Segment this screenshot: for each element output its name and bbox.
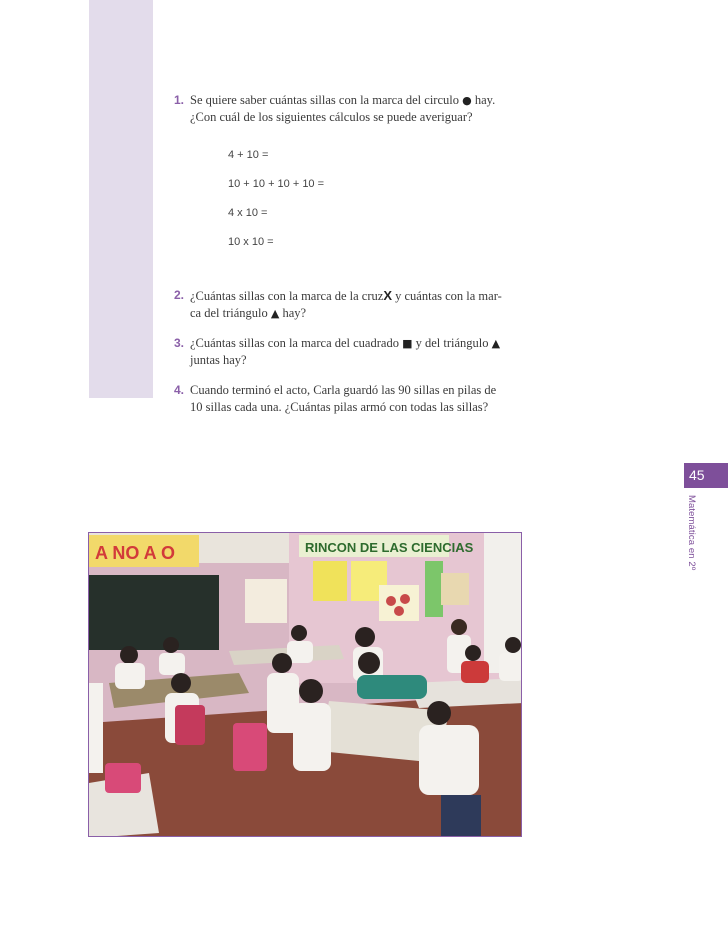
question-text: hay? xyxy=(282,306,307,320)
square-mark-icon: ■ xyxy=(402,337,413,350)
question-text: y del triángulo xyxy=(415,336,489,350)
question-1 xyxy=(174,92,534,263)
triangle-mark-icon: ▲ xyxy=(491,337,501,350)
circle-mark-icon: ● xyxy=(462,94,472,107)
question-number: 1. xyxy=(174,93,185,107)
calculation-option: 10 x 10 = xyxy=(228,236,274,248)
calculation-option: 4 + 10 = xyxy=(228,149,269,161)
question-3 xyxy=(174,335,534,369)
classroom-illustration xyxy=(89,533,522,837)
question-text: juntas hay? xyxy=(190,353,247,367)
question-text: 10 sillas cada una. ¿Cuántas pilas armó con todas las sillas? xyxy=(190,400,489,414)
question-text: ¿Cuántas sillas con la marca de la cruz xyxy=(190,289,384,303)
cross-mark-icon: X xyxy=(383,288,392,303)
question-4 xyxy=(174,382,534,416)
question-text: y cuántas con la mar- xyxy=(395,289,502,303)
calculation-option: 4 x 10 = xyxy=(228,207,268,219)
page-number: 45 xyxy=(684,463,728,488)
classroom-photo xyxy=(88,532,522,837)
question-text: ¿Cuántas sillas con la marca del cuadrado xyxy=(190,336,399,350)
chalkboard xyxy=(89,575,219,650)
question-number: 2. xyxy=(174,288,185,302)
question-text: Cuando terminó el acto, Carla guardó las 90 sillas en pilas de xyxy=(190,383,497,397)
question-2 xyxy=(174,287,534,322)
calculation-option: 10 + 10 + 10 + 10 = xyxy=(228,178,325,190)
wall-letters: A NO A O xyxy=(95,543,175,563)
question-text: hay. xyxy=(474,93,496,107)
classroom-banner: RINCON DE LAS CIENCIAS xyxy=(305,540,474,555)
question-text: ¿Con cuál de los siguientes cálculos se puede averiguar? xyxy=(190,110,473,124)
triangle-mark-icon: ▲ xyxy=(270,307,280,320)
question-text: ca del triángulo xyxy=(190,306,268,320)
question-list xyxy=(174,92,534,416)
calculation-options xyxy=(190,147,534,263)
book-title-spine: Matemática en 2º xyxy=(686,495,697,571)
question-number: 3. xyxy=(174,336,185,350)
question-text: Se quiere saber cuántas sillas con la marca del circulo xyxy=(190,93,459,107)
question-number: 4. xyxy=(174,383,185,397)
side-color-band xyxy=(89,0,153,398)
